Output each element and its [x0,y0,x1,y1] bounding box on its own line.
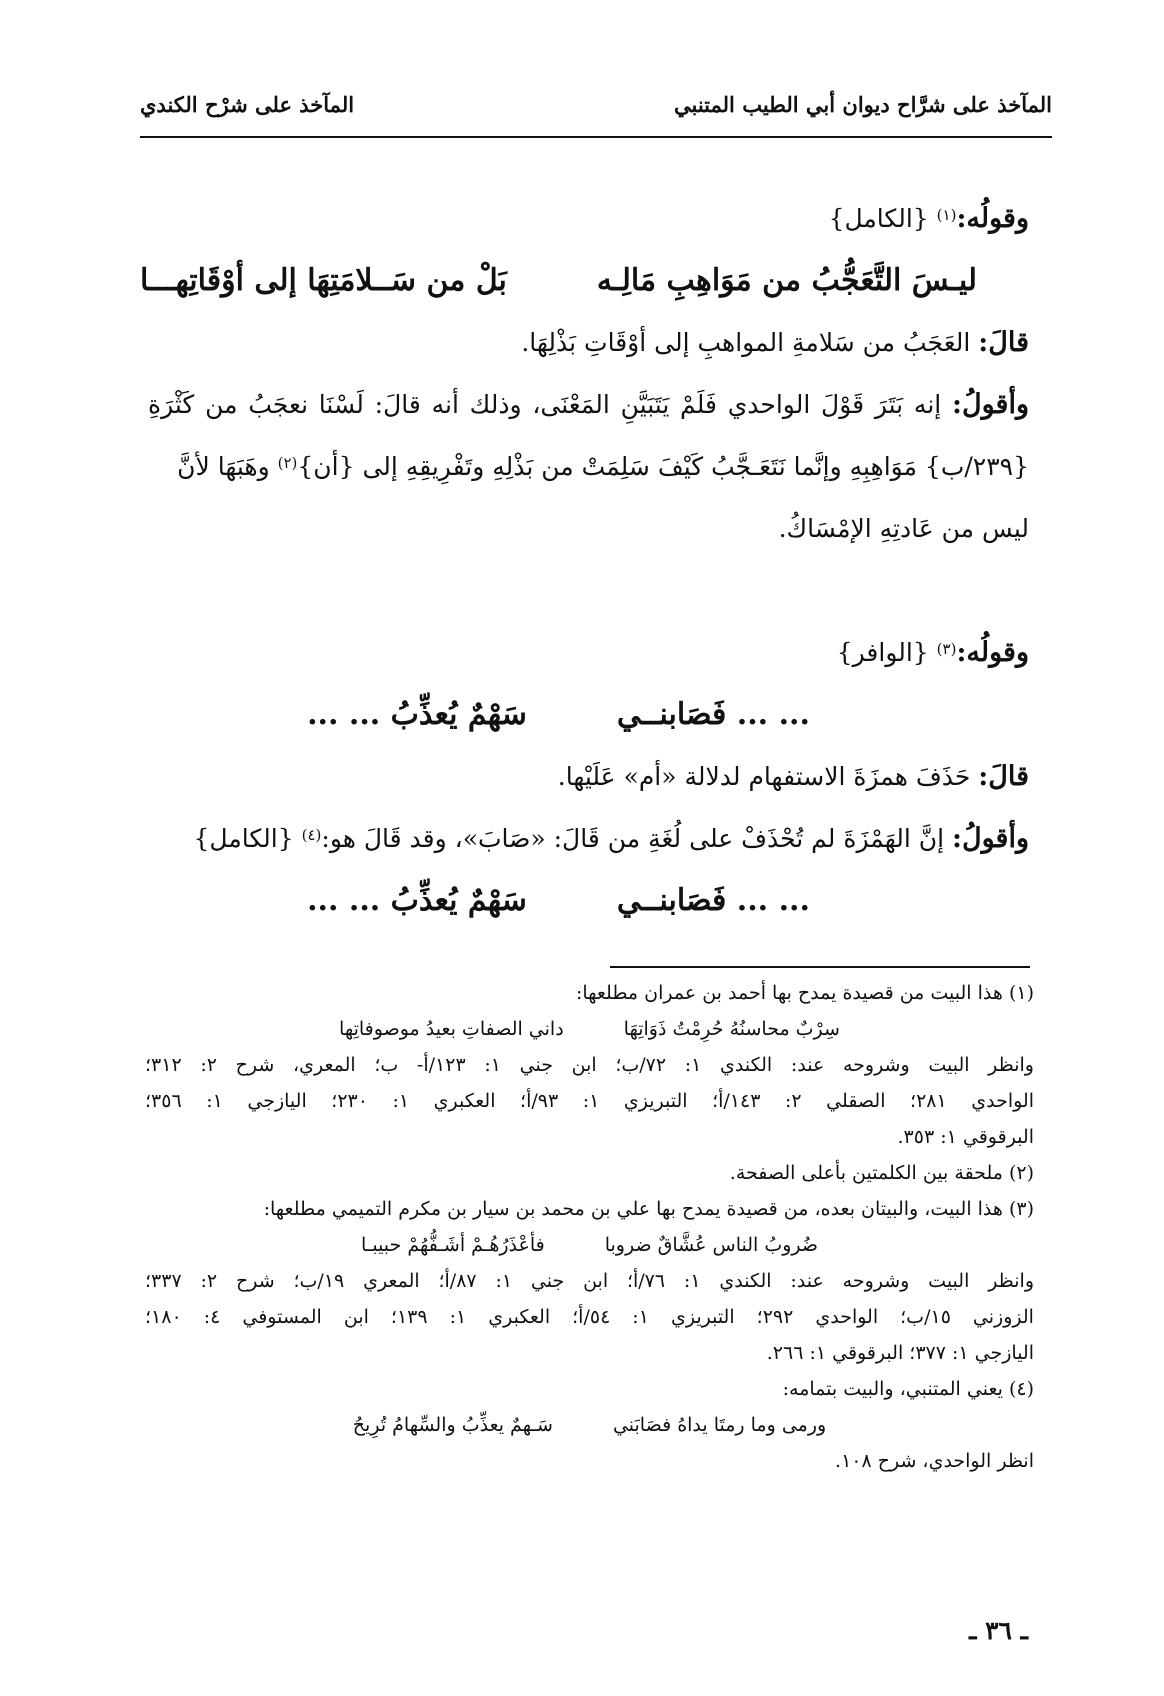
fn1-line3: البرقوقي ١: ٣٥٣. [897,1126,1034,1148]
entry1-aqulu-line1 [148,374,1029,436]
footnote-rule [610,966,1030,968]
entry1-note-ref: (١) [936,206,957,224]
fn2: (٢) ملحقة بين الكلمتين بأعلى الصفحة. [729,1162,1034,1184]
fn1-verse [145,1011,1034,1047]
entry2-qala-label: قالَ: [978,761,1029,792]
fn3-line2: الزوزني ١٥/ب؛ الواحدي ٢٩٢؛ التبريزي ١: ٥٤/أ؛ العكبري ١: ١٣٩؛ ابن المستوفي ٤: ١٨٠؛ [145,1306,1034,1328]
entry2-intro [148,622,1029,684]
fn3-line3: اليازجي ١: ٣٧٧؛ البرقوقي ١: ٢٦٦. [766,1342,1034,1364]
running-header [140,92,1052,117]
entry1-aqulu-label: وأقولُ: [952,389,1029,420]
fn3-verse-first: ضُروبُ الناس عُشَّاقٌ ضروبا [604,1234,819,1256]
section-title: المآخذ على شرْح الكندي [140,92,355,117]
entry2-aqulu-meter: {الكامل} [193,824,294,853]
entry1-qala-label: قالَ: [978,327,1029,358]
entry1-aqulu-text2a: {٢٣٩/ب} مَوَاهِبِهِ وإنَّما نَتَعَـجَّبُ كَيْفَ سَلِمَتْ من بَذْلِهِ وتَفْرِيقِهِ إلى {أن} [297,452,1029,481]
header-rule [140,136,1052,138]
fn4-line1: انظر الواحدي، شرح ١٠٨. [835,1450,1034,1472]
fn1-intro: (١) هذا البيت من قصيدة يمدح بها أحمد بن عمران مطلعها: [575,982,1034,1004]
entry2-aqulu-label: وأقولُ: [952,823,1029,854]
entry1-verse-first: ليـسَ التَّعَجُّبُ من مَوَاهِبِ مَالِـه [596,263,978,298]
footnotes [145,975,1034,1479]
entry2-verse-second: سَهْمٌ يُعذِّبُ ... ... [307,697,527,732]
fn1-verse-second: داني الصفاتِ بعيدُ موصوفاتِها [339,1018,564,1040]
entry2-verse-first: ... ... فَصَابنــي [616,697,810,732]
entry1-intro [148,188,1029,250]
fn4-intro: (٤) يعني المتنبي، والبيت بتمامه: [782,1378,1034,1400]
entry1-meter: {الكامل} [828,204,929,233]
fn4-verse-second: سَـهمٌ يعذِّبُ والسِّهامُ تُرِيحُ [352,1414,553,1436]
entry1-aqulu-text2b: وهَبَهَا لأنَّ [177,452,270,481]
entry-separator [148,560,1029,622]
fn3-intro: (٣) هذا البيت، والبيتان بعده، من قصيدة يمدح بها علي بن محمد بن سيار بن مكرم التميمي مطلعها: [263,1198,1034,1220]
entry2-qala-text: حَذَفَ همزَةَ الاستفهام لدلالة «أم» عَلَيْها. [557,762,971,791]
entry1-aqulu-line3 [148,498,1029,560]
fn3-verse [145,1227,1034,1263]
fn1-line1: وانظر البيت وشروحه عند: الكندي ١: ٧٢/ب؛ ابن جني ١: ١٢٣/أ- ب؛ المعري، شرح ٢: ٣١٢؛ [145,1054,1034,1076]
entry1-verse-second: بَلْ من سَــلامَتِهَا إلى أوْقَاتِهـــا [139,263,507,298]
fn4-verse-first: ورمى وما رمتَا يداهُ فصَابَني [612,1414,827,1436]
entry2-quoted-verse [148,870,969,932]
fn4-verse [145,1407,1034,1443]
entry2-quoted-verse-second: سَهْمٌ يُعذِّبُ ... ... [307,883,527,918]
fn1-verse-first: سِرْبٌ محاسنُهُ حُرِمْتُ ذَوَاتِهَا [623,1018,840,1040]
entry1-qala [148,312,1029,374]
entry2-verse [148,684,969,746]
entry1-aqulu-ref: (٢) [277,454,298,472]
entry2-note-ref: (٣) [936,640,957,658]
entry2-quoted-verse-first: ... ... فَصَابنــي [616,883,810,918]
entry2-meter: {الوافر} [836,638,929,667]
entry1-qala-text: العَجَبُ من سَلامةِ المواهبِ إلى أوْقَاتِ بَذْلِهَا. [521,328,971,357]
book-title: المآخذ على شرَّاح ديوان أبي الطيب المتنبي [674,92,1052,117]
entry1-aqulu-text3: ليس من عَادتِهِ الإمْسَاكُ. [778,514,1029,543]
main-text [139,188,1029,932]
entry2-aqulu-ref: (٤) [301,826,322,844]
entry2-aqulu [148,808,1029,870]
entry2-aqulu-text: إنَّ الهَمْزَةَ لم تُحْذَفْ على لُغَةِ من قَالَ: «صَابَ»، وقد قَالَ هو: [321,824,945,853]
page-number-text: ـ ٣٦ ـ [969,1616,1028,1645]
entry1-aqulu-line2 [148,436,1029,498]
entry2-qala [148,746,1029,808]
fn3-verse-second: فأعْذَرُهُـمْ أشَـفُّهُمْ حبيبـا [360,1234,545,1256]
entry1-aqulu-text1: إنه بَتَرَ قَوْلَ الواحدي فَلَمْ يَتَبَيَّنِ المَعْنَى، وذلك أنه قالَ: لَسْنَا نعجَبُ من كَثْرَةِ [148,390,942,419]
entry1-lead: وقولُه: [956,203,1029,234]
fn3-line1: وانظر البيت وشروحه عند: الكندي ١: ٧٦/أ؛ ابن جني ١: ٨٧/أ؛ المعري ١٩/ب؛ شرح ٢: ٣٣٧؛ [145,1270,1035,1292]
entry2-lead: وقولُه: [956,637,1029,668]
entry1-verse [139,250,978,312]
fn1-line2: الواحدي ٢٨١؛ الصقلي ٢: ١٤٣/أ؛ التبريزي ١: ٩٣/أ؛ العكبري ١: ٢٣٠؛ اليازجي ١: ٣٥٦؛ [145,1090,1034,1112]
